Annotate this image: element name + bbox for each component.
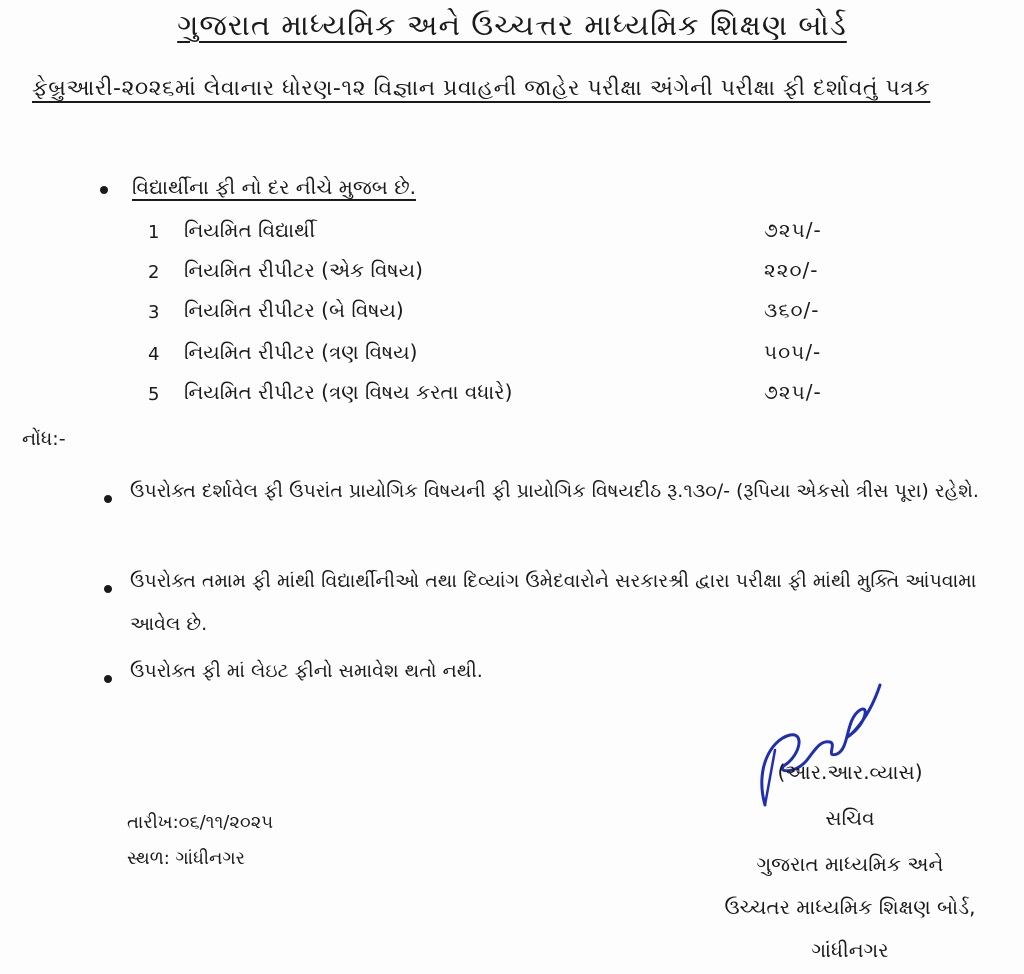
notice-date: તારીખ:૦૬/૧૧/૨૦૨૫ [127,812,274,833]
notes-heading: નોંધ:- [22,428,66,450]
signature-icon [745,680,885,820]
fee-row-amount: ૭૨૫/- [764,218,822,242]
fee-row-label: નિયમિત રીપીટર (બે વિષય) [184,298,404,322]
fee-row-label: નિયમિત રીપીટર (ત્રણ વિષય કરતા વધારે) [184,380,513,404]
note-item: ઉપરોક્ત ફી માં લેઇટ ફીનો સમાવેશ થતો નથી. [130,660,483,682]
fee-row [0,340,1024,380]
fee-row-amount: ૩૬૦/- [764,298,820,322]
fee-row [0,298,1024,338]
signatory-name: (આર.આર.વ્યાસ) [777,760,923,784]
fee-row-number: 1 [148,222,160,243]
bullet-icon [104,675,112,683]
bullet-icon [104,585,112,593]
notice-subtitle [32,76,930,101]
bullet-icon [104,495,112,503]
notice-subtitle-text: ફેબ્રુઆરી-૨૦૨૬માં લેવાનાર ધોરણ-૧૨ વિજ્ઞાન પ્રવાહની જાહેર પરીક્ષા અંગેની પરીક્ષા ફી દર્શાવતું પત્રક [32,76,931,101]
note-item: ઉપરોક્ત દર્શાવેલ ફી ઉપરાંત પ્રાયોગિક વિષયની ફી પ્રાયોગિક વિષયદીઠ રૂ.૧૩૦/- (રૂપિયા એકસો ત્રીસ પૂરા) રહેશે. [130,480,979,502]
fee-row-number: 3 [148,302,160,323]
fee-row-number: 5 [148,384,160,405]
fee-row-amount: ૨૨૦/- [764,258,819,282]
board-title [0,8,1024,43]
fee-row-number: 2 [148,262,160,283]
signatory-org-line-2: ઉચ્ચતર માધ્યમિક શિક્ષણ બોર્ડ, [724,895,976,919]
fee-row-label: નિયમિત વિદ્યાર્થી [184,218,316,242]
fee-row-label: નિયમિત રીપીટર (ત્રણ વિષય) [184,340,418,364]
board-title-text: ગુજરાત માધ્યમિક અને ઉચ્ચત્તર માધ્યમિક શિક્ષણ બોર્ડ [177,8,847,42]
bullet-icon [100,186,108,194]
fee-row [0,218,1024,258]
notice-place: સ્થળ: ગાંધીનગર [127,848,245,869]
fee-intro-text: વિદ્યાર્થીના ફી નો દર નીચે મુજબ છે. [132,175,417,199]
fee-row-amount: ૭૨૫/- [764,380,822,404]
fee-intro [132,175,416,199]
note-item: ઉપરોક્ત તમામ ફી માંથી વિદ્યાર્થીનીઓ તથા દિવ્યાંગ ઉમેદવારોને સરકારશ્રી દ્વારા પરીક્ષા ફી માંથી મુક્તિ આંપવામા આવેલ છે. [130,570,977,635]
fee-row-label: નિયમિત રીપીટર (એક વિષય) [184,258,423,282]
signatory-org-line-3: ગાંધીનગર [811,938,889,962]
fee-row [0,258,1024,298]
signatory-org-line-1: ગુજરાત માધ્યમિક અને [756,852,944,876]
fee-row [0,380,1024,420]
fee-row-amount: ૫૦૫/- [764,340,822,364]
signatory-designation: સચિવ [825,806,875,830]
fee-row-number: 4 [148,344,160,365]
